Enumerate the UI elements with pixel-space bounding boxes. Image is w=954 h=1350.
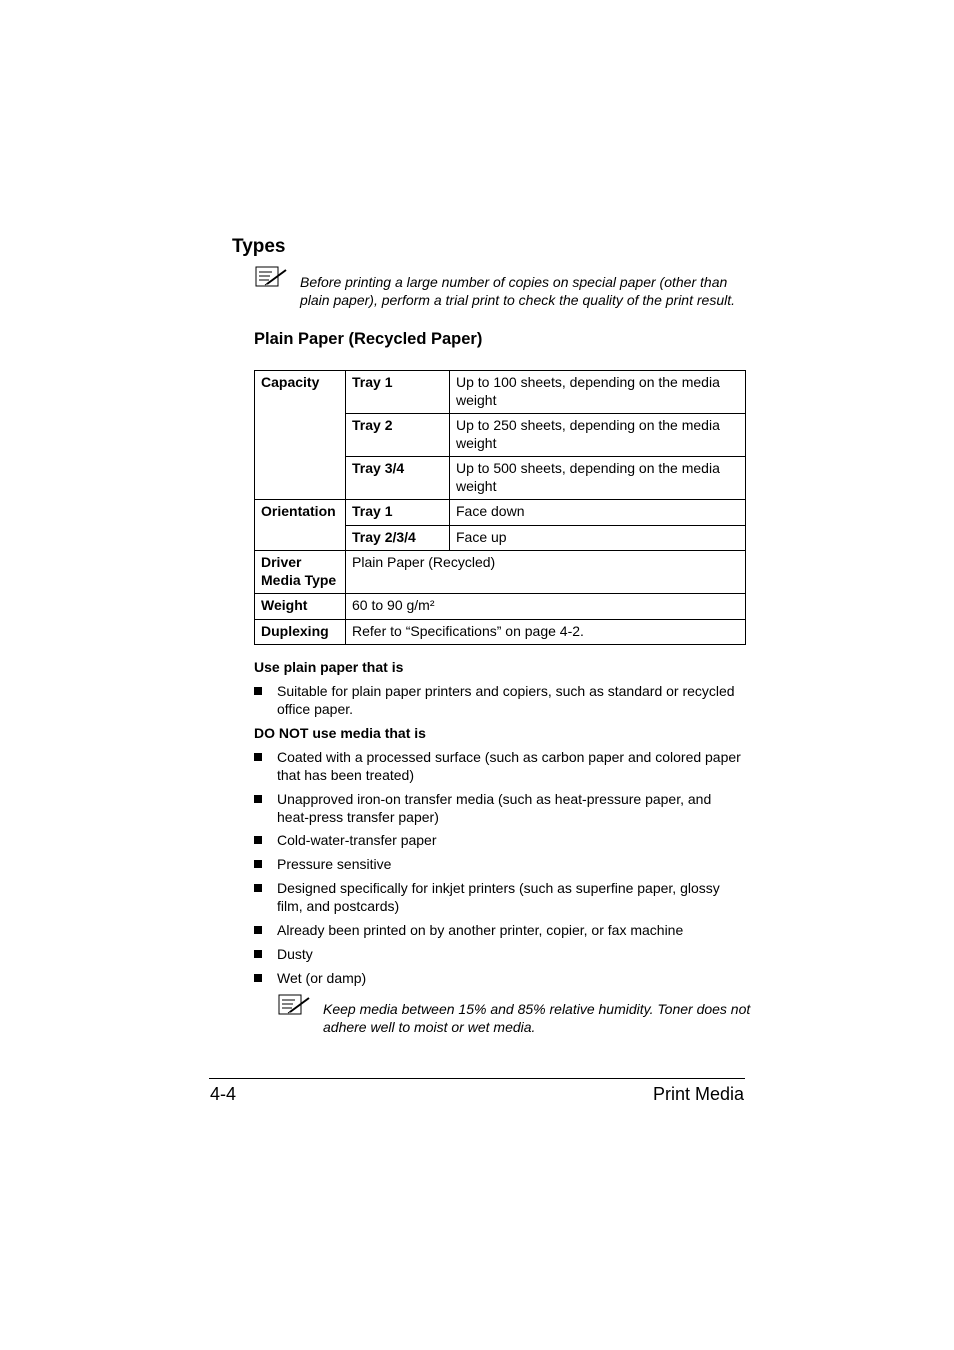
section-title: Types (232, 236, 286, 257)
list-item: Wet (or damp) (254, 969, 746, 987)
driver-media-type-value: Plain Paper (Recycled) (346, 551, 746, 594)
page-number: 4-4 (210, 1084, 237, 1104)
spec-table (254, 370, 746, 645)
weight-label: Weight (255, 594, 346, 620)
table-row (255, 619, 746, 645)
footer-divider (209, 1078, 745, 1079)
square-bullet (254, 753, 262, 761)
list-item: Pressure sensitive (254, 855, 746, 873)
subsection-title: Plain Paper (Recycled Paper) (254, 330, 483, 348)
list-item: Suitable for plain paper printers and copiers, such as standard or recycled office paper. (254, 682, 746, 718)
donot-heading: DO NOT use media that is (254, 725, 426, 741)
orientation-label: Orientation (255, 500, 346, 551)
square-bullet (254, 687, 262, 695)
table-row (255, 551, 746, 594)
chapter-title: Print Media (652, 1084, 744, 1104)
capacity-value: Up to 500 sheets, depending on the media weight (450, 457, 746, 500)
square-bullet (254, 836, 262, 844)
use-heading: Use plain paper that is (254, 659, 404, 675)
duplexing-value: Refer to “Specifications” on page 4-2. (346, 619, 746, 645)
list-item: Already been printed on by another printer, copier, or fax machine (254, 921, 746, 939)
table-row (255, 594, 746, 620)
square-bullet (254, 926, 262, 934)
duplexing-label: Duplexing (255, 619, 346, 645)
note-text: Before printing a large number of copies on special paper (other than plain paper), perform a trial print to check the quality of the print result. (300, 274, 735, 308)
square-bullet (254, 950, 262, 958)
tray-label: Tray 1 (346, 500, 450, 526)
tray-label: Tray 2/3/4 (346, 525, 450, 551)
orientation-value: Face up (450, 525, 746, 551)
note-pencil-icon (278, 994, 312, 1016)
capacity-value: Up to 100 sheets, depending on the media weight (450, 371, 746, 414)
driver-media-type-label: Driver Media Type (255, 551, 346, 594)
note-pencil-icon (255, 266, 289, 288)
capacity-value: Up to 250 sheets, depending on the media weight (450, 414, 746, 457)
table-row (255, 500, 746, 526)
orientation-value: Face down (450, 500, 746, 526)
list-item: Dusty (254, 945, 746, 963)
list-item: Unapproved iron-on transfer media (such as heat-pressure paper, and heat-press transfer paper) (254, 790, 746, 826)
square-bullet (254, 860, 262, 868)
tray-label: Tray 1 (346, 371, 450, 414)
square-bullet (254, 884, 262, 892)
note-text: Keep media between 15% and 85% relative humidity. Toner does not adhere well to moist or wet media. (323, 1001, 751, 1035)
list-item: Coated with a processed surface (such as carbon paper and colored paper that has been treated) (254, 748, 746, 784)
square-bullet (254, 974, 262, 982)
square-bullet (254, 795, 262, 803)
capacity-label: Capacity (255, 371, 346, 500)
tray-label: Tray 2 (346, 414, 450, 457)
weight-value: 60 to 90 g/m² (346, 594, 746, 620)
tray-label: Tray 3/4 (346, 457, 450, 500)
list-item: Cold-water-transfer paper (254, 831, 746, 849)
table-row (255, 371, 746, 414)
list-item: Designed specifically for inkjet printers (such as superfine paper, glossy film, and postcards) (254, 879, 746, 915)
